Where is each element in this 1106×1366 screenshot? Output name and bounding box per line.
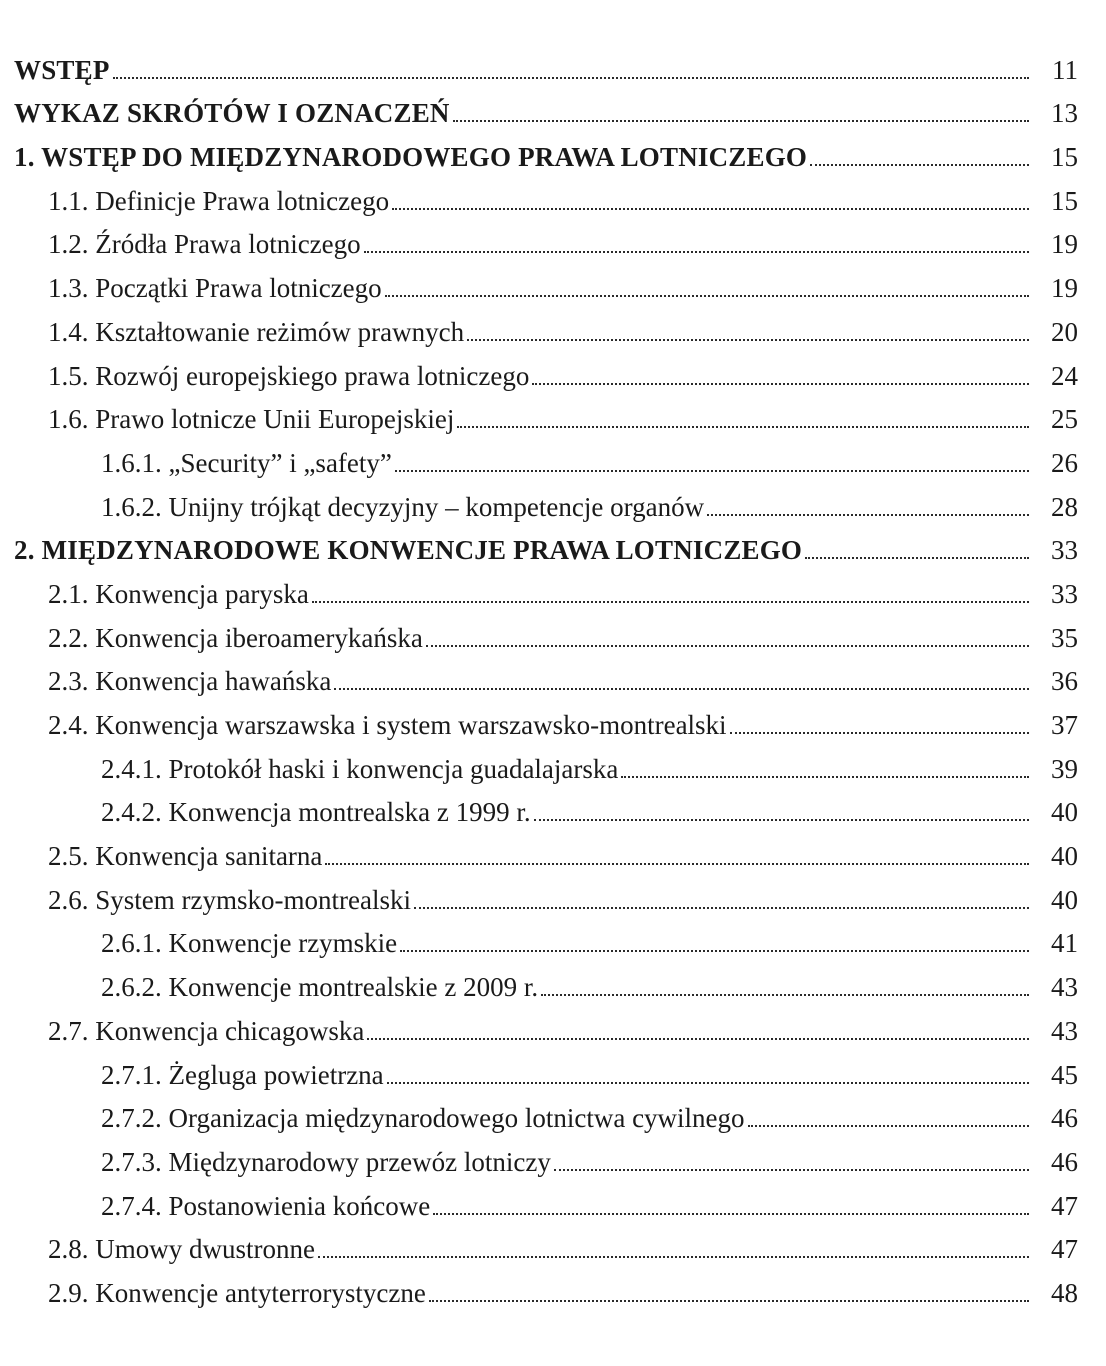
dot-leader [534,819,1029,821]
toc-entry-page-number: 15 [1051,185,1078,216]
toc-entry-title: 2.1. Konwencja paryska [48,581,311,612]
dot-leader [334,688,1029,690]
toc-entry [0,568,1106,612]
toc-entry-page-number: 11 [1052,54,1078,85]
toc-entry [0,1049,1106,1093]
dot-leader [532,383,1029,385]
toc-entry-page-number: 19 [1051,229,1078,260]
toc-entry [0,306,1106,350]
toc-entry [0,830,1106,874]
toc-entry [0,918,1106,962]
dot-leader [453,120,1029,122]
toc-entry [0,350,1106,394]
toc-entry-page-number: 48 [1051,1277,1078,1308]
toc-entry [0,1136,1106,1180]
toc-entry-page-number: 41 [1051,928,1078,959]
toc-entry-title: 2.5. Konwencja sanitarna [48,843,324,874]
toc-entry-title: 2.7. Konwencja chicagowska [48,1018,366,1049]
toc-entry [0,1180,1106,1224]
toc-entry [0,88,1106,132]
toc-entry [0,131,1106,175]
toc-entry-title: 1.6.2. Unijny trójkąt decyzyjny – kompetencje organów [101,494,706,525]
dot-leader [318,1256,1029,1258]
dot-leader [364,251,1029,253]
toc-entry [0,656,1106,700]
toc-entry-page-number: 13 [1051,98,1078,129]
table-of-contents [0,44,1106,1311]
toc-entry-page-number: 46 [1051,1103,1078,1134]
toc-entry-title: 2.4.1. Protokół haski i konwencja guadalajarska [101,756,620,787]
toc-entry-title: 1.4. Kształtowanie reżimów prawnych [48,319,466,350]
toc-entry-title: 1.1. Definicje Prawa lotniczego [48,188,391,219]
dot-leader [467,339,1029,341]
toc-entry-title: 2. MIĘDZYNARODOWE KONWENCJE PRAWA LOTNICZEGO [14,537,804,568]
toc-entry-title: 2.8. Umowy dwustronne [48,1236,317,1267]
toc-entry [0,394,1106,438]
dot-leader [395,470,1029,472]
dot-leader [707,514,1029,516]
toc-entry-title: 2.3. Konwencja hawańska [48,668,333,699]
dot-leader [457,426,1029,428]
toc-entry-title: WSTĘP [14,57,112,88]
toc-entry-title: 1.3. Początki Prawa lotniczego [48,275,384,306]
dot-leader [730,732,1029,734]
toc-entry-page-number: 40 [1051,797,1078,828]
toc-entry [0,481,1106,525]
toc-entry [0,961,1106,1005]
toc-entry-page-number: 39 [1051,753,1078,784]
toc-entry-title: 2.2. Konwencja iberoamerykańska [48,625,425,656]
toc-entry-title: 2.7.1. Żegluga powietrzna [101,1062,386,1093]
toc-entry-page-number: 35 [1051,622,1078,653]
toc-entry-title: 1.6.1. „Security” i „safety” [101,450,394,481]
toc-entry-page-number: 15 [1051,142,1078,173]
toc-entry-page-number: 47 [1051,1190,1078,1221]
toc-entry-page-number: 40 [1051,841,1078,872]
toc-entry [0,44,1106,88]
toc-entry-page-number: 37 [1051,710,1078,740]
dot-leader [400,950,1029,952]
dot-leader [426,645,1029,647]
toc-entry-title: 1. WSTĘP DO MIĘDZYNARODOWEGO PRAWA LOTNICZEGO [14,144,809,175]
toc-entry [0,874,1106,918]
toc-entry-title: 1.2. Źródła Prawa lotniczego [48,231,363,262]
toc-entry [0,1224,1106,1268]
toc-entry-page-number: 24 [1051,360,1078,391]
toc-entry-page-number: 45 [1051,1059,1078,1090]
toc-entry [0,612,1106,656]
toc-entry-title: 1.6. Prawo lotnicze Unii Europejskiej [48,406,456,437]
dot-leader [621,776,1029,778]
toc-entry-page-number: 26 [1051,447,1078,478]
dot-leader [748,1125,1029,1127]
dot-leader [312,601,1029,603]
dot-leader [113,77,1029,79]
toc-entry-title: 2.6.2. Konwencje montrealskie z 2009 r. [101,974,540,1005]
toc-entry-title: 2.7.3. Międzynarodowy przewóz lotniczy [101,1149,553,1180]
dot-leader [385,295,1029,297]
toc-entry [0,743,1106,787]
toc-entry [0,437,1106,481]
toc-entry-title: 2.6.1. Konwencje rzymskie [101,930,399,961]
dot-leader [392,208,1029,210]
dot-leader [541,994,1029,996]
toc-entry-page-number: 43 [1051,1015,1078,1046]
dot-leader [429,1300,1029,1302]
toc-entry-title: 2.7.2. Organizacja międzynarodowego lotnictwa cywilnego [101,1105,747,1136]
toc-entry [0,262,1106,306]
toc-entry-title: 2.6. System rzymsko-montrealski [48,887,413,918]
toc-entry-title: 2.4.2. Konwencja montrealska z 1999 r. [101,799,533,830]
toc-entry [0,525,1106,569]
toc-entry-page-number: 19 [1051,273,1078,304]
dot-leader [433,1213,1029,1215]
dot-leader [805,557,1029,559]
toc-entry [0,1005,1106,1049]
toc-entry-title: 2.9. Konwencje antyterrorystyczne [48,1280,428,1311]
toc-entry [0,699,1106,743]
toc-entry-title: WYKAZ SKRÓTÓW I OZNACZEŃ [14,100,452,131]
toc-entry [0,219,1106,263]
toc-entry-page-number: 47 [1051,1234,1078,1265]
toc-entry-page-number: 28 [1051,491,1078,522]
toc-entry-page-number: 20 [1051,316,1078,347]
toc-entry-page-number: 25 [1051,404,1078,435]
toc-entry [0,1267,1106,1311]
dot-leader [554,1169,1029,1171]
toc-entry-title: 1.5. Rozwój europejskiego prawa lotniczego [48,363,531,394]
toc-entry-title: 2.4. Konwencja warszawska i system warszawsko-montrealski [48,712,729,743]
dot-leader [414,907,1029,909]
toc-entry-page-number: 40 [1051,884,1078,915]
toc-entry [0,1093,1106,1137]
toc-entry-page-number: 46 [1051,1146,1078,1177]
toc-entry [0,787,1106,831]
dot-leader [367,1038,1029,1040]
toc-entry-page-number: 36 [1051,666,1078,697]
dot-leader [810,164,1029,166]
dot-leader [387,1082,1029,1084]
toc-entry-title: 2.7.4. Postanowienia końcowe [101,1193,432,1224]
toc-entry-page-number: 33 [1051,578,1078,609]
toc-entry [0,175,1106,219]
toc-entry-page-number: 33 [1051,535,1078,566]
dot-leader [325,863,1029,865]
toc-entry-page-number: 43 [1051,972,1078,1003]
